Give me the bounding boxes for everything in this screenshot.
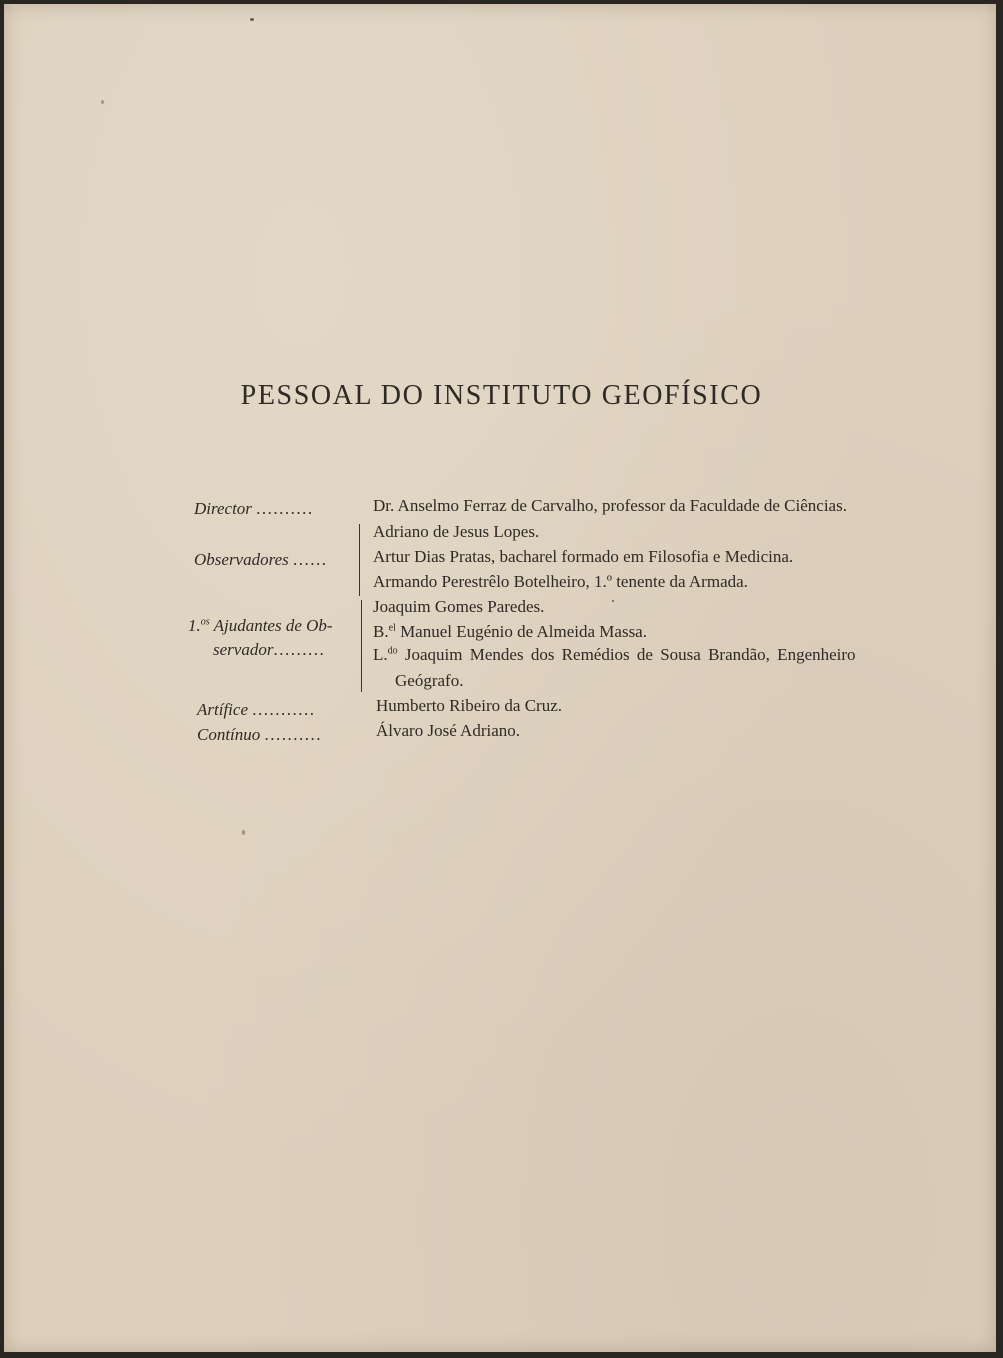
ajudante-name [373, 622, 647, 642]
ajudantes-label-line2 [213, 640, 325, 660]
observadores-label: Observadores [194, 550, 289, 569]
ajudantes-label-cont: servador [213, 640, 274, 659]
ajudante-title-sup: el [388, 622, 396, 634]
leader-dots: ........... [252, 700, 316, 719]
continuo-name: Álvaro José Adriano. [376, 721, 521, 740]
ajudante-name-text: Joaquim Mendes dos Remédios de Sousa Brandão, Engenheiro [397, 645, 856, 664]
observadores-label-row [194, 550, 328, 570]
director-label-row [194, 499, 314, 519]
page-title: PESSOAL DO INSTITUTO GEOFÍSICO [240, 380, 763, 411]
ajudante-name [373, 645, 856, 665]
ajudante-title: L. [373, 645, 388, 664]
leader-dots: .......... [264, 725, 323, 744]
ajudante-name [373, 597, 544, 617]
ajudantes-label-line1 [188, 616, 333, 636]
continuo-label: Contínuo [197, 725, 261, 744]
leader-dots: .......... [256, 499, 314, 518]
ajudante-name-continuation: Geógrafo. [395, 671, 464, 690]
artifice-label-row [197, 700, 315, 720]
observador-name: Armando Perestrêlo Botelheiro, 1.º tenente da Armada. [373, 572, 748, 591]
observador-name: Adriano de Jesus Lopes. [373, 522, 540, 541]
artifice-label: Artífice [197, 700, 248, 719]
leader-dots: ...... [293, 550, 328, 569]
observador-name: Artur Dias Pratas, bacharel formado em Filosofia e Medicina. [373, 547, 794, 566]
director-label: Director [194, 499, 252, 518]
ajudantes-brace [361, 600, 368, 692]
ajudantes-label-sup: os [200, 616, 210, 628]
ajudante-title-sup: do [387, 645, 398, 657]
artifice-name: Humberto Ribeiro da Cruz. [376, 696, 563, 715]
ajudante-name-text: Manuel Eugénio de Almeida Massa. [395, 622, 647, 641]
director-name: Dr. Anselmo Ferraz de Carvalho, professor da Faculdade de Ciências. [373, 496, 847, 515]
ajudantes-label-prefix: 1. [188, 616, 201, 635]
continuo-label-row [197, 725, 322, 745]
observadores-brace [359, 524, 366, 596]
ajudante-title: B. [373, 622, 389, 641]
leader-dots: ......... [273, 640, 326, 659]
ajudante-name-text: Joaquim Gomes Paredes. [373, 597, 545, 616]
ajudantes-label-text: Ajudantes de Ob- [209, 616, 333, 635]
